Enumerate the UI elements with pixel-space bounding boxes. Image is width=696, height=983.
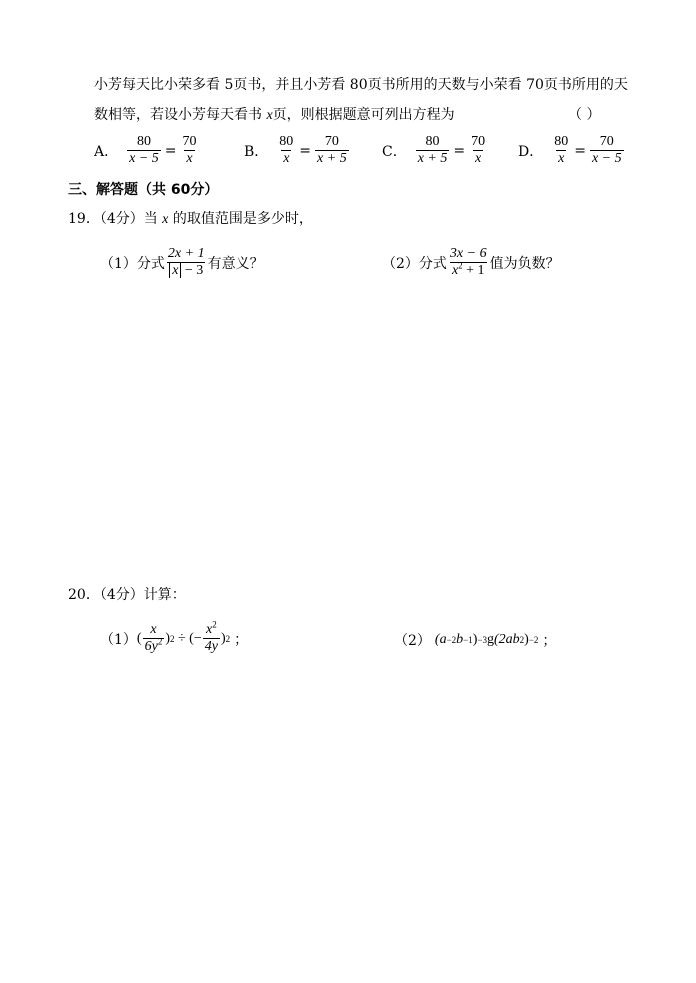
part-tail: 值为负数？ (489, 255, 560, 272)
fraction (469, 134, 487, 167)
q19-tail: 的取值范围是多少时， (168, 211, 313, 227)
equals-sign: = (164, 142, 177, 159)
open-paren: ( (136, 630, 142, 646)
denominator-rest: − 3 (181, 263, 204, 278)
exponent: 2 (212, 619, 217, 630)
q18-option-a[interactable] (94, 134, 200, 167)
fraction (315, 134, 349, 167)
denominator (450, 262, 487, 279)
q18-line2 (94, 106, 455, 125)
close-paren: ) (472, 632, 478, 647)
q18-variable: x (266, 108, 273, 123)
semicolon: ； (234, 631, 249, 648)
q19-stem (68, 210, 313, 229)
base: x (205, 622, 213, 637)
equals-sign: = (574, 142, 586, 159)
q19-part-1 (100, 246, 264, 279)
q18-answer-blank: （ ） (568, 107, 601, 123)
option-label: D． (518, 143, 544, 160)
numerator: 80 (554, 134, 569, 149)
q19-head: 19．（4分）当 (68, 211, 163, 227)
exponent: 2 (157, 636, 163, 647)
fraction (277, 134, 295, 167)
q19-part-2 (382, 246, 560, 279)
semicolon: ； (542, 633, 557, 649)
numerator: 2x + 1 (167, 246, 205, 261)
part-label: （2）分式 (382, 255, 447, 272)
part-label: （1） (100, 631, 137, 648)
q20-stem: 20．（4分）计算： (68, 587, 186, 603)
fraction (590, 134, 624, 167)
part-label: （2） (394, 633, 431, 649)
expr-2ab: (2ab (494, 632, 520, 647)
q18-option-b[interactable] (244, 134, 350, 167)
close-paren: ) (220, 630, 226, 646)
denominator: x (186, 151, 193, 166)
numerator: 70 (599, 134, 614, 149)
numerator: 80 (136, 134, 151, 149)
q20-part-2: （2） (a −2 b −1 ) −3 g (2ab 2 ) −2 ； (394, 632, 557, 649)
fraction (448, 246, 489, 279)
denominator: 4y (204, 639, 218, 654)
multiply-dot: g (487, 632, 494, 647)
numerator: 3x − 6 (449, 246, 487, 261)
fraction (127, 134, 161, 167)
fraction (203, 619, 220, 655)
q20-part-1: （1） ( $\frac{x}{6y^2}$ ) 2 ÷ (− $\frac{x^2}{4y}$ ) 2 ； (100, 619, 249, 654)
numerator (204, 619, 219, 638)
base: x (451, 263, 459, 278)
option-label: B． (244, 143, 269, 160)
base: 6y (144, 639, 158, 654)
expr-a: (a (434, 632, 447, 647)
denominator (143, 638, 165, 655)
fraction (552, 134, 570, 167)
equals-sign: = (453, 142, 466, 159)
denominator: x − 5 (591, 151, 622, 166)
q18-option-c[interactable] (382, 134, 488, 167)
close-paren: ) (165, 630, 170, 646)
absolute-value: x (169, 263, 181, 278)
numerator: x (150, 622, 157, 637)
denominator: x (283, 151, 290, 166)
expr-b: b (456, 632, 464, 647)
denominator (167, 262, 205, 279)
denominator-rest: + 1 (462, 263, 485, 278)
q19-variable: x (162, 212, 169, 227)
option-label: C． (382, 143, 407, 160)
part-tail: 有意义？ (207, 255, 264, 272)
exponent: 2 (458, 260, 463, 271)
q18-line1: 小芳每天比小荣多看 5页书，并且小芳看 80页书所用的天数与小荣看 70页书所用的天 (94, 77, 628, 93)
equals-sign: = (299, 142, 312, 159)
denominator: x + 5 (317, 151, 347, 166)
numerator: 80 (425, 134, 440, 149)
q18-line2-suffix: 页，则根据题意可列出方程为 (272, 107, 455, 123)
denominator: x + 5 (417, 151, 448, 166)
denominator: x (475, 151, 482, 166)
q18-option-d[interactable] (518, 134, 625, 167)
part-label: （1）分式 (100, 255, 165, 272)
q18-line2-prefix: 数相等，若设小芳每天看书 (94, 107, 267, 123)
fraction (416, 134, 450, 167)
close-paren: ) (524, 632, 529, 647)
fraction (166, 246, 207, 279)
numerator: 70 (471, 134, 486, 149)
open-paren-neg: (− (189, 630, 202, 646)
option-label: A． (94, 143, 119, 160)
denominator: x − 5 (129, 151, 159, 166)
fraction (143, 622, 165, 655)
fraction (181, 134, 199, 167)
denominator: x (558, 151, 565, 166)
divide-sign: ÷ (174, 630, 190, 646)
numerator: 70 (324, 134, 339, 149)
numerator: 80 (279, 134, 294, 149)
numerator: 70 (182, 134, 197, 149)
section-heading: 三、解答题（共 60分） (68, 182, 219, 198)
